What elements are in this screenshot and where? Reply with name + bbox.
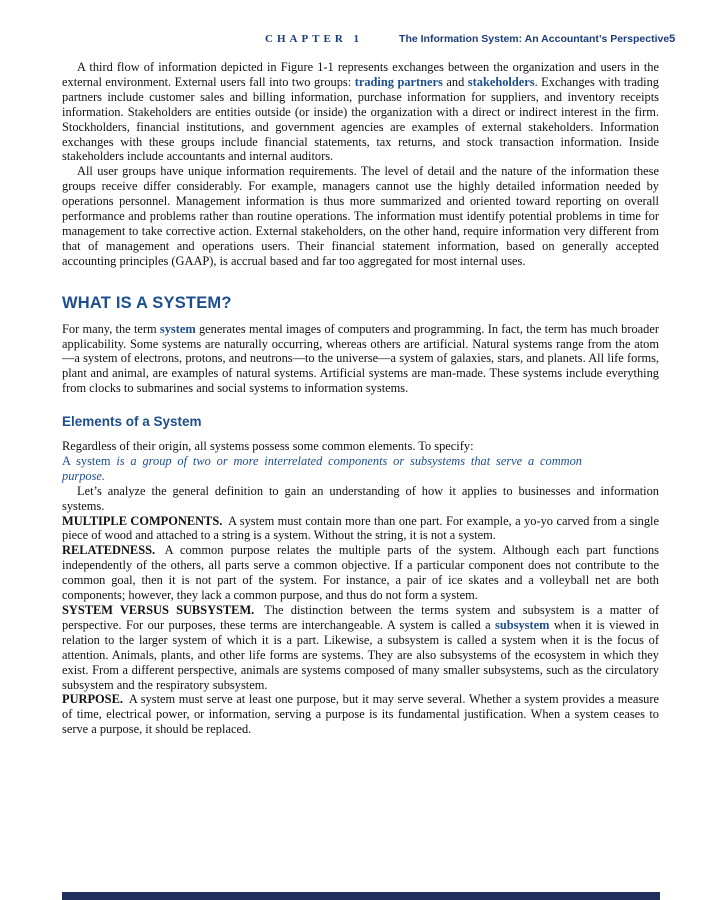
system-definition-quote: A system is a group of two or more interrelated components or subsystems that serve a common purpose. xyxy=(62,453,582,483)
paragraph-system-term: For many, the term system generates mental images of computers and programming. In fact, the term has much broader applicability. Some systems are naturally occurring, whereas others are artificial. Natural systems range from the atom—a system of electrons, protons, and neutrons—to the universe—a system of galaxies, stars, and planets. All life forms, plant and animal, are examples of natural systems. Artificial systems are man-made. These systems include everything from clocks to submarines and social systems to information systems. xyxy=(62,321,659,396)
running-head-title: The Information System: An Accountant’s Perspective xyxy=(399,33,670,45)
page-header xyxy=(62,33,676,45)
paragraph-lets-analyze: Let’s analyze the general definition to gain an understanding of how it applies to businesses and information systems. xyxy=(62,483,659,513)
page-content xyxy=(62,60,659,737)
chapter-label: CHAPTER 1 xyxy=(265,33,364,45)
footer-bar xyxy=(62,892,660,900)
paragraph-system-versus-subsystem: SYSTEM VERSUS SUBSYSTEM. The distinction between the terms system and subsystem is a matter of perspective. For our purposes, these terms are interchangeable. A system is called a subsystem when it is viewed in relation to the larger system of which it is a part. Likewise, a subsystem is called a system when it is the focus of attention. Animals, plants, and other life forms are systems. They are also subsystems of the ecosystem in which they exist. From a different perspective, animals are systems composed of many smaller subsystems, such as the circulatory subsystem and the respiratory subsystem. xyxy=(62,603,659,692)
paragraph-relatedness: RELATEDNESS. A common purpose relates the multiple parts of the system. Although each part functions independently of the others, all parts serve a common objective. If a particular component does not contribute to the common goal, then it is not part of the system. For instance, a pair of ice skates and a volleyball net are both components; however, they lack a common purpose, and thus do not form a system. xyxy=(62,543,659,603)
page-number: 5 xyxy=(669,33,676,45)
paragraph-user-groups: All user groups have unique information requirements. The level of detail and the nature of the information these groups receive differ considerably. For example, managers cannot use the highly detailed information needed by operations personnel. Management information is thus more summarized and oriented toward reporting on overall performance and problems rather than routine operations. The information must identify potential problems in time for management to take corrective action. External stakeholders, on the other hand, require information very different from that of management and operations users. Their financial statement information, based on generally accepted accounting principles (GAAP), is accrual based and far too aggregated for most internal uses. xyxy=(62,164,659,268)
paragraph-purpose: PURPOSE. A system must serve at least one purpose, but it may serve several. Whether a system provides a measure of time, electrical power, or information, serving a purpose is its fundamental justification. When a system ceases to serve a purpose, it should be replaced. xyxy=(62,692,659,737)
paragraph-common-elements: Regardless of their origin, all systems possess some common elements. To specify: xyxy=(62,439,474,454)
paragraph-external-users: A third flow of information depicted in Figure 1-1 represents exchanges between the organization and users in the external environment. External users fall into two groups: trading partners and stakeholders. Exchanges with trading partners include customer sales and billing information, purchase information for suppliers, and inventory receipts information. Stakeholders are entities outside (or inside) the organization with a direct or indirect interest in the firm. Stockholders, financial institutions, and government agencies are examples of external stakeholders. Information exchanges with these groups include financial statements, tax returns, and stock transaction information. Inside stakeholders include accountants and internal auditors. xyxy=(62,60,660,164)
section-heading-what-is-a-system: WHAT IS A SYSTEM? xyxy=(62,293,232,312)
paragraph-multiple-components: MULTIPLE COMPONENTS. A system must contain more than one part. For example, a yo-yo carved from a single piece of wood and attached to a string is a system. Without the string, it is not a system. xyxy=(62,513,660,543)
subsection-heading-elements-of-a-system: Elements of a System xyxy=(62,414,202,430)
